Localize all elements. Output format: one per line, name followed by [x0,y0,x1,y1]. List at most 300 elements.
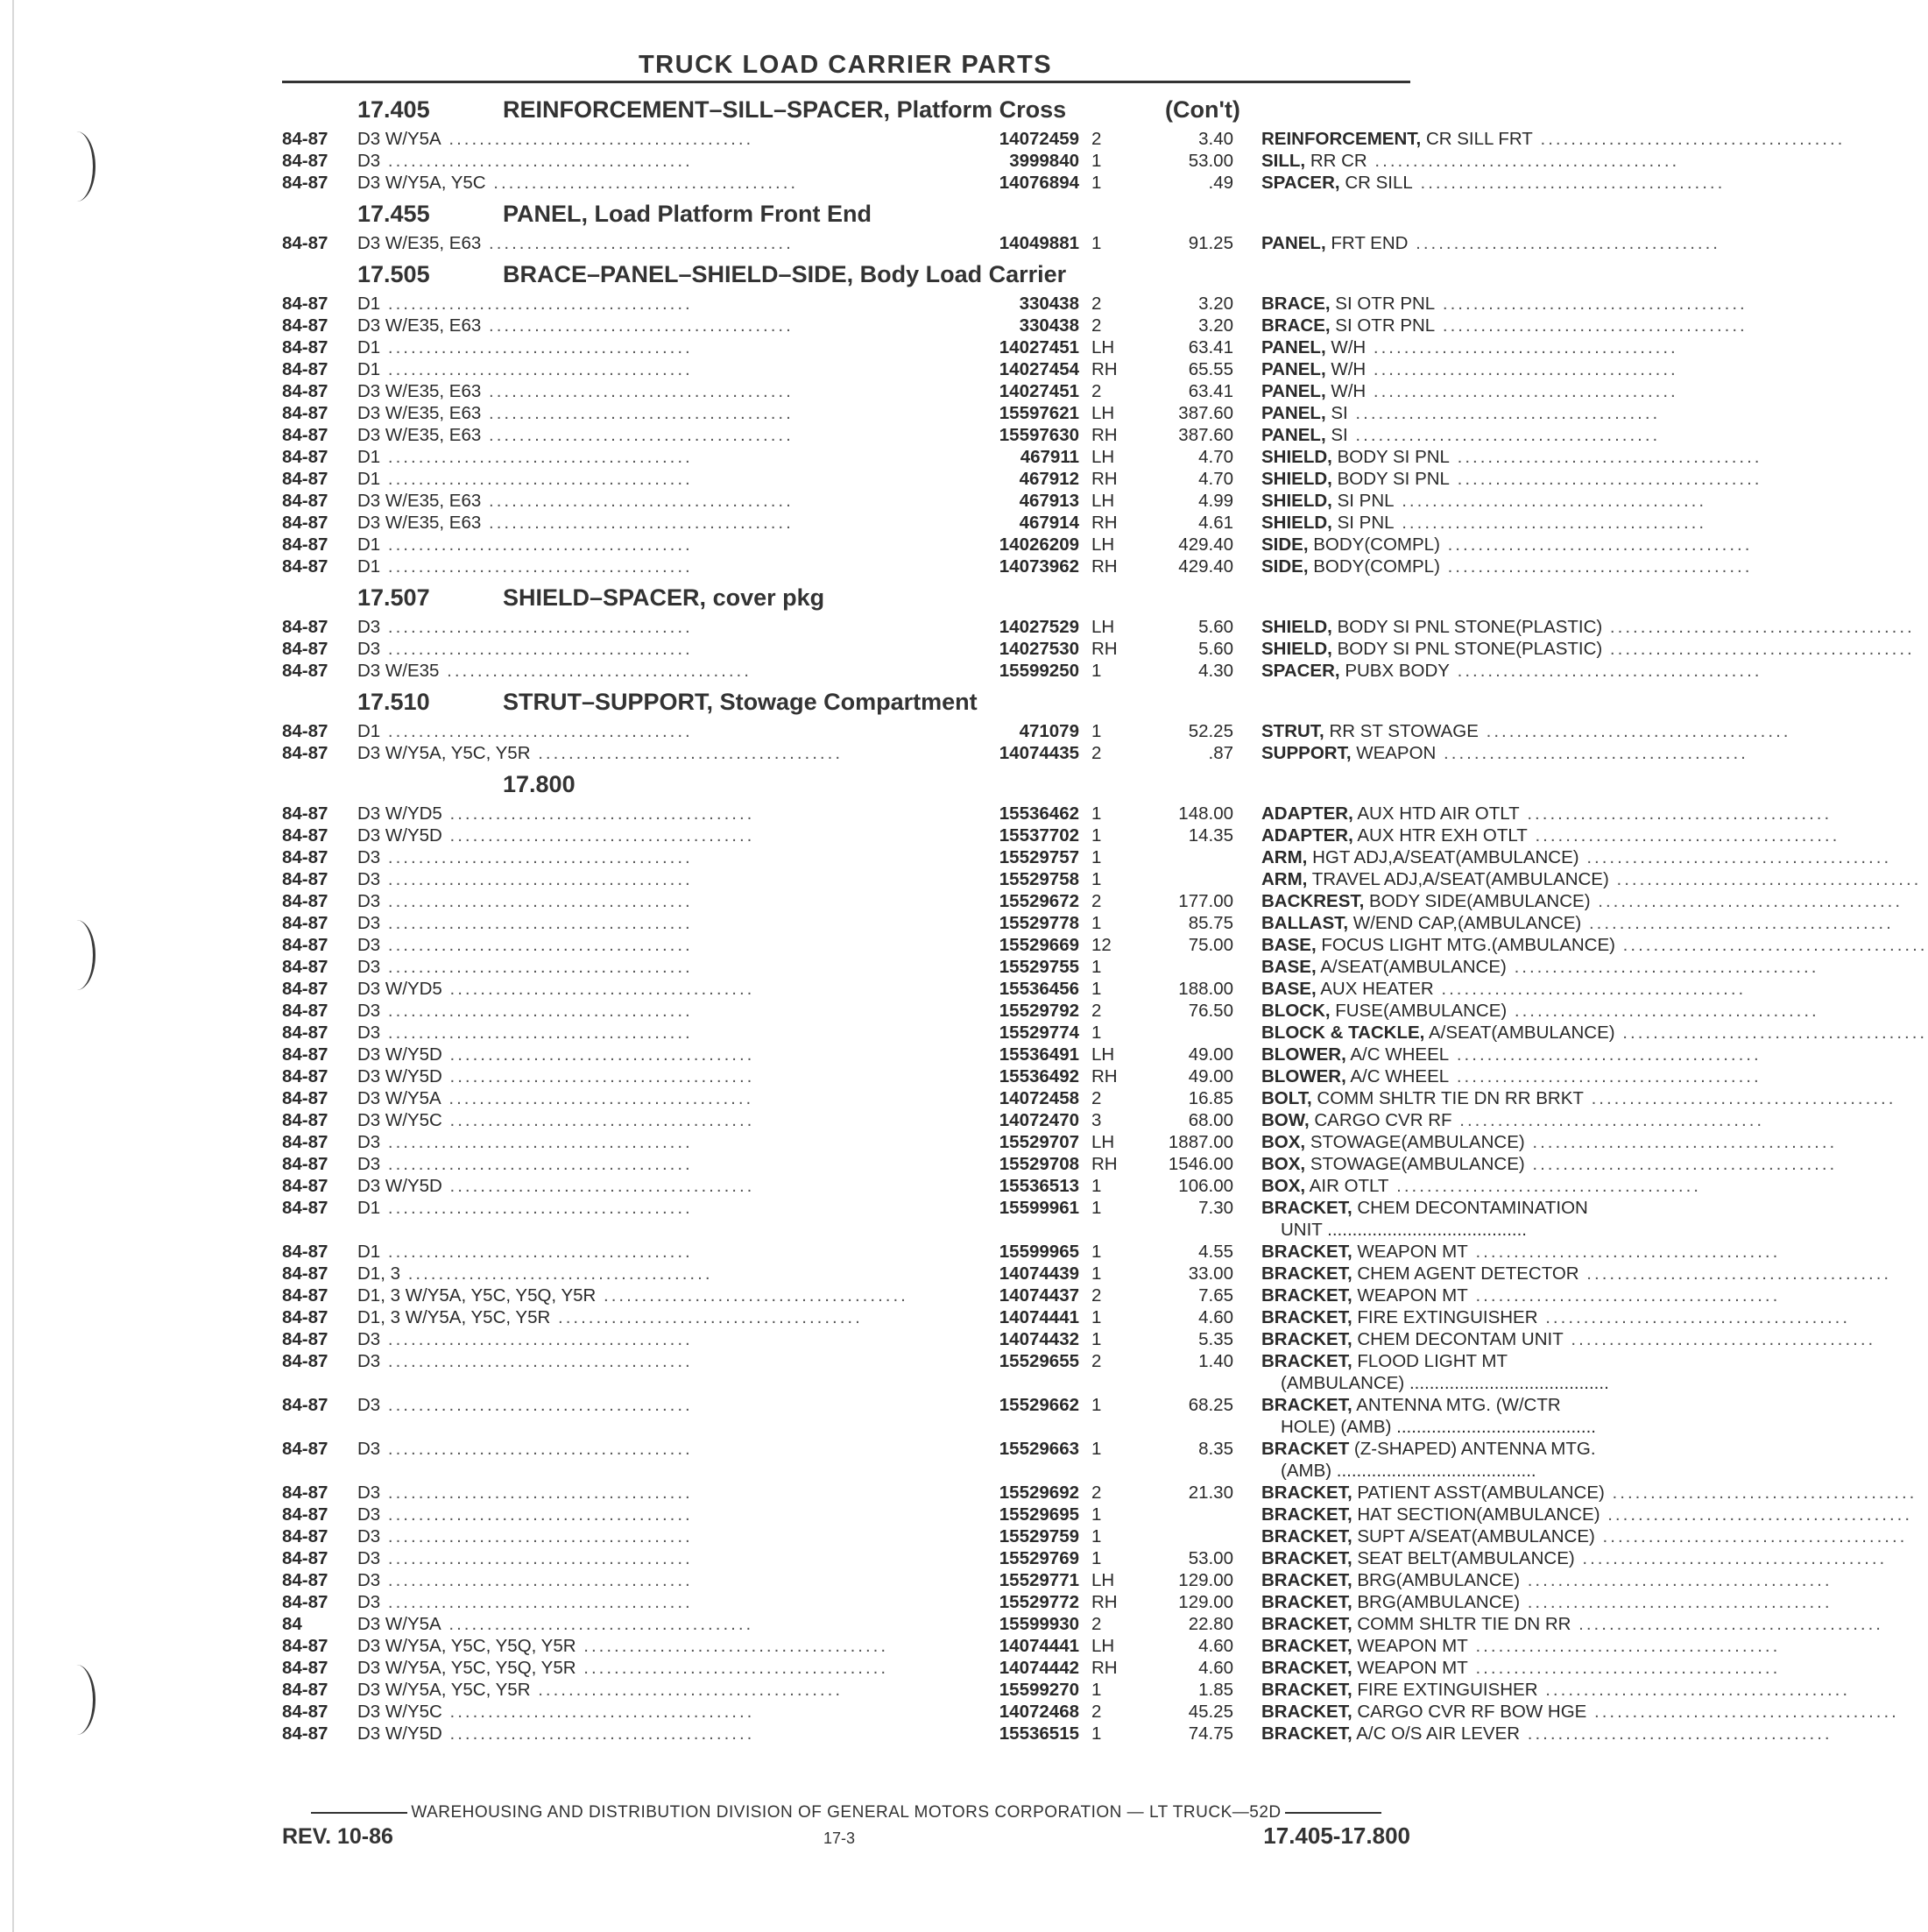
description-detail: WEAPON MT [1357,1242,1468,1262]
table-row [282,380,1678,402]
description-noun: SPACER, [1261,661,1340,681]
description-detail: FIRE EXTINGUISHER [1357,1307,1538,1327]
description-noun: BOX, [1261,1132,1306,1152]
model-code: D3 ........................................ [357,1132,693,1152]
description-detail: A/SEAT(AMBULANCE) [1320,957,1507,977]
price: 4.60 [1198,1636,1233,1656]
model-year: 84-87 [282,1242,328,1262]
description: BRACKET, SEAT BELT(AMBULANCE) ........................................ [1261,1548,1888,1568]
table-row [282,534,1753,556]
model-code: D3 W/E35, E63 ........................................ [357,491,794,511]
part-number: 14074437 [999,1285,1079,1306]
model-code-text: D3 W/YD5 [357,803,442,824]
page-title: TRUCK LOAD CARRIER PARTS [638,51,1053,79]
price: 387.60 [1178,403,1233,423]
part-number: 15529662 [999,1395,1079,1415]
description: ARM, TRAVEL ADJ,A/SEAT(AMBULANCE) ........................................ [1261,869,1922,889]
quantity: LH [1091,403,1115,423]
model-code: D1 ........................................ [357,294,693,314]
quantity: 1 [1091,661,1102,681]
description-detail: CHEM DECONTAMINATION [1357,1198,1588,1218]
description-noun: PANEL, [1261,233,1326,253]
description-noun: STRUT, [1261,721,1324,741]
table-row [282,1065,1762,1087]
section-title-main: PANEL, [503,201,589,227]
model-code: D3 ........................................ [357,151,693,171]
part-number: 15599270 [999,1680,1079,1700]
model-code-text: D3 W/E35, E63 [357,403,482,423]
table-row [282,1241,1781,1263]
description: PANEL, SI ........................................ [1261,425,1661,445]
part-number: 467913 [1019,491,1079,511]
part-number: 15599965 [999,1242,1079,1262]
price: 3.20 [1198,315,1233,336]
price: 63.41 [1188,337,1233,357]
description-detail: W/H [1331,337,1367,357]
description-detail: ANTENNA MTG. (W/CTR [1356,1395,1561,1415]
model-code-text: D3 W/Y5A, Y5C, Y5Q, Y5R [357,1636,576,1656]
model-code-text: D3 W/Y5A, Y5C, Y5Q, Y5R [357,1658,576,1678]
description-noun: SHIELD, [1261,491,1332,511]
table-row [282,720,1791,742]
description-detail: (Z-SHAPED) ANTENNA MTG. [1353,1439,1596,1459]
description-detail: A/SEAT(AMBULANCE) [1428,1023,1615,1043]
model-code: D3 W/Y5D ........................................ [357,1044,755,1065]
model-code: D3 ........................................ [357,1351,693,1371]
price: 4.60 [1198,1307,1233,1327]
model-year: 84-87 [282,1110,328,1130]
description-line2: UNIT [1281,1220,1323,1240]
model-code-text: D3 [357,1592,381,1612]
section-title-main: STRUT–SUPPORT, [503,689,714,715]
section-heading [282,259,1410,293]
description-detail: WEAPON MT [1357,1636,1468,1656]
description-noun: BRACKET, [1261,1263,1352,1284]
part-number: 15529772 [999,1592,1079,1612]
model-year: 84-87 [282,359,328,379]
model-code: D3 ........................................ [357,869,693,889]
model-code: D3 W/Y5A, Y5C ........................................ [357,173,799,193]
model-code-text: D3 W/E35, E63 [357,513,482,533]
model-year: 84-87 [282,1636,328,1656]
description: BLOWER, A/C WHEEL ........................................ [1261,1066,1762,1086]
description-detail: BODY(COMPL) [1313,556,1440,577]
table-row [282,128,1846,150]
table-row [282,446,1762,468]
description-detail: COMM SHLTR TIE DN RR BRKT [1317,1088,1584,1108]
section-title-sub: Body Load Carrier [859,261,1067,287]
description-detail: A/C WHEEL [1350,1066,1450,1086]
section-number: 17.510 [357,689,430,715]
model-code-text: D3 W/Y5D [357,825,442,846]
model-year: 84-87 [282,935,328,955]
description: STRUT, RR ST STOWAGE ........................................ [1261,721,1791,741]
price: 85.75 [1188,913,1233,933]
description-noun: BRACKET, [1261,1723,1352,1744]
price: 1.40 [1198,1351,1233,1371]
model-year: 84-87 [282,534,328,555]
description-noun: SHIELD, [1261,469,1332,489]
part-number: 14074441 [999,1636,1079,1656]
model-year: 84-87 [282,1351,328,1371]
table-row [282,912,1894,934]
quantity: RH [1091,513,1118,533]
model-code-text: D3 W/Y5D [357,1723,442,1744]
price: 75.00 [1188,935,1233,955]
description: PANEL, W/H ........................................ [1261,381,1678,401]
quantity: 2 [1091,1351,1102,1371]
description-noun: BRACKET, [1261,1395,1352,1415]
model-code-text: D3 [357,847,381,867]
table-row [282,1328,1876,1350]
description-detail: BODY SI PNL STONE(PLASTIC) [1337,617,1603,637]
section-title-main: BRACE–PANEL–SHIELD–SIDE, [503,261,854,287]
table-row [282,1022,1928,1044]
part-number: 15536491 [999,1044,1079,1065]
model-year: 84-87 [282,1066,328,1086]
part-number: 15529707 [999,1132,1079,1152]
model-code-text: D3 [357,1504,381,1525]
part-number: 15597630 [999,425,1079,445]
price: 8.35 [1198,1439,1233,1459]
model-year: 84-87 [282,891,328,911]
model-year: 84-87 [282,1570,328,1590]
table-row [282,1131,1838,1153]
model-code: D1, 3 W/Y5A, Y5C, Y5R ........................................ [357,1307,863,1327]
description: BLOCK & TACKLE, A/SEAT(AMBULANCE) ........................................ [1261,1023,1928,1043]
part-number: 15529759 [999,1526,1079,1546]
description-noun: BLOWER, [1261,1044,1346,1065]
description-detail: WEAPON MT [1357,1658,1468,1678]
section-title [503,96,1066,124]
model-code-text: D1 [357,447,381,467]
description-detail: CHEM AGENT DETECTOR [1357,1263,1579,1284]
table-row [282,1438,1596,1482]
model-code: D1 ........................................ [357,721,693,741]
description: SHIELD, SI PNL ........................................ [1261,491,1707,511]
price: 7.65 [1198,1285,1233,1306]
description-noun: ADAPTER, [1261,825,1353,846]
model-code: D3 W/Y5D ........................................ [357,1723,755,1744]
quantity: 1 [1091,173,1102,193]
quantity: 2 [1091,381,1102,401]
price: 53.00 [1188,151,1233,171]
part-number: 15529692 [999,1483,1079,1503]
model-code: D3 W/Y5D ........................................ [357,825,755,846]
model-code: D3 ........................................ [357,1504,693,1525]
model-year: 84-87 [282,743,328,763]
quantity: LH [1091,1132,1115,1152]
model-code: D3 ........................................ [357,847,693,867]
table-row [282,660,1762,682]
description-detail: AUX HTD AIR OTLT [1357,803,1520,824]
part-number: 14072459 [999,129,1079,149]
description-noun: BRACKET, [1261,1526,1352,1546]
part-number: 14049881 [999,233,1079,253]
model-year: 84-87 [282,1702,328,1722]
table-row [282,172,1726,194]
price: .49 [1208,173,1233,193]
part-number: 15536515 [999,1723,1079,1744]
description-continued: UNIT ........................................ [1281,1220,1527,1240]
part-number: 15599930 [999,1614,1079,1634]
quantity: RH [1091,1658,1118,1678]
table-row [282,1504,1913,1525]
description: SHIELD, BODY SI PNL STONE(PLASTIC) ........................................ [1261,639,1915,659]
table-row [282,1000,1819,1022]
description-noun: ADAPTER, [1261,803,1353,824]
model-code: D3 W/E35, E63 ........................................ [357,381,794,401]
description: BASE, AUX HEATER ........................................ [1261,979,1747,999]
description-noun: SUPPORT, [1261,743,1352,763]
description: BOX, STOWAGE(AMBULANCE) ........................................ [1261,1132,1838,1152]
model-year: 84-87 [282,1504,328,1525]
part-number: 15536492 [999,1066,1079,1086]
description: BRACKET, WEAPON MT ........................................ [1261,1242,1781,1262]
description-noun: SHIELD, [1261,447,1332,467]
part-number: 14074432 [999,1329,1079,1349]
description-line2: (AMBULANCE) [1281,1373,1405,1393]
description: BACKREST, BODY SIDE(AMBULANCE) ........................................ [1261,891,1903,911]
description-noun: BRACKET, [1261,1592,1352,1612]
part-number: 14074439 [999,1263,1079,1284]
description: BRACKET, CARGO CVR RF BOW HGE ........................................ [1261,1702,1899,1722]
description-noun: BOX, [1261,1176,1306,1196]
model-code-text: D1 [357,534,381,555]
model-year: 84-87 [282,639,328,659]
table-row [282,742,1748,764]
part-number: 14072470 [999,1110,1079,1130]
table-row [282,868,1922,890]
model-year: 84-87 [282,803,328,824]
description-detail: CHEM DECONTAM UNIT [1357,1329,1564,1349]
section-title [503,689,978,716]
section-number: 17.505 [357,261,430,287]
price: 5.60 [1198,639,1233,659]
punch-hole-top [58,131,95,202]
section-number: 17.455 [357,201,430,227]
description-detail: HAT SECTION(AMBULANCE) [1357,1504,1600,1525]
model-code: D3 W/YD5 ........................................ [357,803,755,824]
model-code: D3 W/Y5D ........................................ [357,1176,755,1196]
model-year: 84-87 [282,447,328,467]
model-code: D3 ........................................ [357,1483,693,1503]
model-year: 84-87 [282,1658,328,1678]
part-number: 3999840 [1009,151,1079,171]
model-code: D3 W/Y5A, Y5C, Y5R ........................................ [357,1680,844,1700]
description-noun: BALLAST, [1261,913,1349,933]
table-row [282,1525,1908,1547]
model-code-text: D3 W/E35, E63 [357,381,482,401]
description: BLOCK, FUSE(AMBULANCE) ........................................ [1261,1001,1819,1021]
price: 1.85 [1198,1680,1233,1700]
price: 429.40 [1178,534,1233,555]
quantity: LH [1091,1636,1115,1656]
part-number: 467911 [1020,447,1079,467]
model-code-text: D3 [357,1154,381,1174]
description-detail: BRG(AMBULANCE) [1357,1570,1521,1590]
model-code-text: D3 [357,1526,381,1546]
description-noun: BRACKET, [1261,1198,1352,1218]
description-detail: HGT ADJ,A/SEAT(AMBULANCE) [1312,847,1579,867]
description-detail: SEAT BELT(AMBULANCE) [1357,1548,1575,1568]
model-code: D3 W/Y5A, Y5C, Y5Q, Y5R ........................................ [357,1658,889,1678]
model-code-text: D3 [357,1023,381,1043]
section-spacer [282,1744,1410,1750]
model-code: D3 ........................................ [357,617,693,637]
part-number: 15529774 [999,1023,1079,1043]
description-noun: BRACKET, [1261,1351,1352,1371]
description-noun: BRACKET, [1261,1570,1352,1590]
quantity: 2 [1091,315,1102,336]
model-code: D3 W/E35 ........................................ [357,661,752,681]
model-year: 84-87 [282,1198,328,1218]
model-year: 84-87 [282,1088,328,1108]
description: BLOWER, A/C WHEEL ........................................ [1261,1044,1762,1065]
description: SUPPORT, WEAPON ........................................ [1261,743,1748,763]
quantity: 1 [1091,825,1102,846]
description: SHIELD, BODY SI PNL ........................................ [1261,447,1762,467]
description-line2: (AMB) [1281,1461,1332,1481]
model-code-text: D3 [357,1548,381,1568]
model-year: 84-87 [282,1132,328,1152]
quantity: 1 [1091,1723,1102,1744]
model-code: D3 W/E35, E63 ........................................ [357,425,794,445]
part-number: 14027530 [999,639,1079,659]
quantity: 2 [1091,294,1102,314]
quantity: RH [1091,1154,1118,1174]
description: BRACKET, FIRE EXTINGUISHER ........................................ [1261,1307,1851,1327]
description-detail: SUPT A/SEAT(AMBULANCE) [1357,1526,1595,1546]
model-code: D3 W/E35, E63 ........................................ [357,315,794,336]
description-detail: CR SILL FRT [1425,129,1533,149]
quantity: RH [1091,1066,1118,1086]
model-code-text: D1 [357,1198,381,1218]
description: BOX, AIR OTLT ........................................ [1261,1176,1701,1196]
price: 21.30 [1188,1483,1233,1503]
description-detail: AIR OTLT [1309,1176,1389,1196]
table-row [282,1591,1833,1613]
model-code-text: D3 [357,935,381,955]
model-code: D3 ........................................ [357,1548,693,1568]
table-row [282,490,1707,512]
description: SHIELD, SI PNL ........................................ [1261,513,1707,533]
model-code-text: D3 [357,1439,381,1459]
description-detail: SI PNL [1337,491,1395,511]
description-noun: BRACKET, [1261,1614,1352,1634]
model-code: D1 ........................................ [357,1198,693,1218]
model-code: D3 ........................................ [357,1526,693,1546]
section-17-800 [282,769,1928,1750]
footer-publisher: WAREHOUSING AND DISTRIBUTION DIVISION OF GENERAL MOTORS CORPORATION — LT TRUCK—52D [282,1803,1410,1822]
part-number: 15536513 [999,1176,1079,1196]
table-row [282,150,1680,172]
model-year: 84-87 [282,1285,328,1306]
price: 148.00 [1178,803,1233,824]
model-code-text: D3 W/E35, E63 [357,233,482,253]
part-number: 14073962 [999,556,1079,577]
binder-edge [12,0,14,1932]
quantity: 1 [1091,979,1102,999]
part-number: 14027451 [999,337,1079,357]
quantity: 1 [1091,847,1102,867]
price: 63.41 [1188,381,1233,401]
part-number: 15529708 [999,1154,1079,1174]
description-detail: SI OTR PNL [1335,315,1436,336]
table-row [282,978,1747,1000]
section-17-405 [282,88,1846,199]
footer-page-number: 17-3 [823,1829,856,1847]
model-code-text: D3 [357,617,381,637]
model-year: 84-87 [282,721,328,741]
description-noun: BRACKET, [1261,1702,1352,1722]
model-year: 84-87 [282,513,328,533]
part-number: 15599961 [999,1198,1079,1218]
description: BRACKET, WEAPON MT ........................................ [1261,1658,1781,1678]
section-title-sub: Stowage Compartment [719,689,978,715]
description-detail: FLOOD LIGHT MT [1357,1351,1508,1371]
quantity: LH [1091,447,1115,467]
quantity: RH [1091,1592,1118,1612]
price: 91.25 [1188,233,1233,253]
description-detail: PUBX BODY [1345,661,1450,681]
quantity: 1 [1091,913,1102,933]
quantity: 1 [1091,1548,1102,1568]
part-number: 330438 [1019,294,1079,314]
description-detail: PATIENT ASST(AMBULANCE) [1357,1483,1605,1503]
model-code-text: D1 [357,469,381,489]
quantity: 12 [1091,935,1112,955]
model-year: 84-87 [282,556,328,577]
price: .87 [1208,743,1233,763]
model-year: 84-87 [282,979,328,999]
description-detail: BRG(AMBULANCE) [1357,1592,1521,1612]
price: 129.00 [1178,1570,1233,1590]
model-code-text: D3 [357,1132,381,1152]
section-title [503,584,824,612]
model-year: 84-87 [282,1154,328,1174]
part-number: 15529758 [999,869,1079,889]
model-code-text: D3 [357,891,381,911]
model-code-text: D1 [357,359,381,379]
quantity: 2 [1091,1483,1102,1503]
model-year: 84-87 [282,1526,328,1546]
description-noun: BRACE, [1261,315,1331,336]
model-code-text: D3 W/E35, E63 [357,491,482,511]
description: SPACER, PUBX BODY ........................................ [1261,661,1762,681]
description-noun: PANEL, [1261,337,1326,357]
description-noun: SILL, [1261,151,1306,171]
model-code-text: D3 [357,1001,381,1021]
section-heading [282,88,1410,128]
section-number: 17.800 [503,771,576,797]
model-code: D3 W/Y5D ........................................ [357,1066,755,1086]
part-number: 14074442 [999,1658,1079,1678]
description-noun: SHIELD, [1261,617,1332,637]
description-detail: FRT END [1331,233,1409,253]
table-row [282,1109,1765,1131]
model-code: D3 ........................................ [357,1023,693,1043]
section-number: 17.507 [357,584,430,611]
description-noun: BRACKET, [1261,1483,1352,1503]
description: BRACKET, SUPT A/SEAT(AMBULANCE) ........................................ [1261,1526,1908,1546]
model-code: D3 ........................................ [357,639,693,659]
model-code: D3 ........................................ [357,1154,693,1174]
description-noun: BRACE, [1261,294,1331,314]
description-noun: BRACKET, [1261,1329,1352,1349]
model-year: 84-87 [282,847,328,867]
description: BRACKET, FIRE EXTINGUISHER ........................................ [1261,1680,1851,1700]
